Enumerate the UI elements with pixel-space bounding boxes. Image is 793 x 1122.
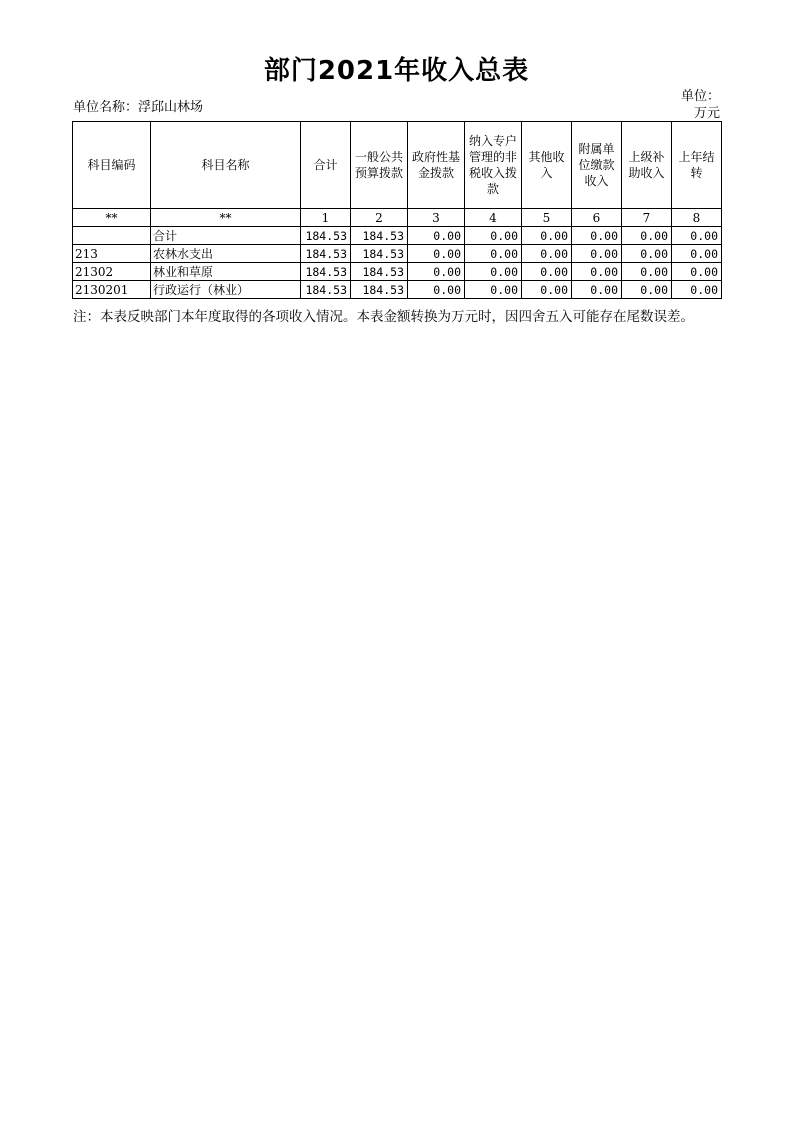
header-cell: 科目名称	[151, 122, 301, 209]
income-table	[72, 121, 722, 299]
unit-label	[660, 88, 720, 122]
header-cell: 政府性基金拨款	[408, 122, 465, 209]
value-cell: 0.00	[408, 263, 465, 281]
value-cell: 184.53	[301, 227, 351, 245]
index-cell: 5	[522, 209, 572, 227]
value-cell: 184.53	[351, 263, 408, 281]
value-cell: 0.00	[465, 281, 522, 299]
value-cell: 0.00	[465, 227, 522, 245]
code-cell	[73, 227, 151, 245]
table-row	[73, 245, 722, 263]
value-cell: 0.00	[522, 263, 572, 281]
name-cell: 合计	[151, 227, 301, 245]
value-cell: 184.53	[301, 245, 351, 263]
value-cell: 0.00	[622, 263, 672, 281]
index-cell: 3	[408, 209, 465, 227]
name-cell: 行政运行（林业）	[151, 281, 301, 299]
code-cell: 21302	[73, 263, 151, 281]
value-cell: 0.00	[572, 263, 622, 281]
value-cell: 184.53	[301, 281, 351, 299]
value-cell: 0.00	[408, 281, 465, 299]
value-cell: 0.00	[672, 263, 722, 281]
value-cell: 0.00	[672, 281, 722, 299]
value-cell: 0.00	[572, 245, 622, 263]
table-row	[73, 263, 722, 281]
value-cell: 0.00	[572, 227, 622, 245]
header-cell: 一般公共预算拨款	[351, 122, 408, 209]
header-cell: 合计	[301, 122, 351, 209]
unit-label-line1: 单位：	[680, 89, 720, 104]
value-cell: 0.00	[622, 227, 672, 245]
index-cell: 7	[622, 209, 672, 227]
index-cell: **	[73, 209, 151, 227]
table-row	[73, 281, 722, 299]
value-cell: 0.00	[408, 245, 465, 263]
index-cell: 4	[465, 209, 522, 227]
page-title: 部门2021年收入总表	[263, 56, 530, 86]
header-cell: 上年结转	[672, 122, 722, 209]
value-cell: 184.53	[351, 245, 408, 263]
value-cell: 184.53	[301, 263, 351, 281]
header-row	[73, 122, 722, 209]
index-cell: 1	[301, 209, 351, 227]
value-cell: 0.00	[672, 245, 722, 263]
value-cell: 184.53	[351, 227, 408, 245]
name-cell: 农林水支出	[151, 245, 301, 263]
index-row	[73, 209, 722, 227]
unit-label-line2: 万元	[693, 106, 720, 121]
value-cell: 0.00	[408, 227, 465, 245]
value-cell: 0.00	[572, 281, 622, 299]
value-cell: 184.53	[351, 281, 408, 299]
code-cell: 213	[73, 245, 151, 263]
header-cell: 其他收入	[522, 122, 572, 209]
header-cell: 上级补助收入	[622, 122, 672, 209]
name-cell: 林业和草原	[151, 263, 301, 281]
index-cell: **	[151, 209, 301, 227]
header-cell: 纳入专户管理的非税收入拨款	[465, 122, 522, 209]
value-cell: 0.00	[522, 227, 572, 245]
value-cell: 0.00	[522, 281, 572, 299]
index-cell: 8	[672, 209, 722, 227]
footnote: 注：本表反映部门本年度取得的各项收入情况。本表金额转换为万元时，因四舍五入可能存在尾数误差。	[73, 309, 694, 325]
value-cell: 0.00	[522, 245, 572, 263]
header-cell: 科目编码	[73, 122, 151, 209]
code-cell: 2130201	[73, 281, 151, 299]
value-cell: 0.00	[672, 227, 722, 245]
value-cell: 0.00	[622, 245, 672, 263]
value-cell: 0.00	[465, 245, 522, 263]
value-cell: 0.00	[465, 263, 522, 281]
table-row	[73, 227, 722, 245]
header-cell: 附属单位缴款收入	[572, 122, 622, 209]
unit-name: 单位名称：浮邱山林场	[73, 100, 204, 115]
index-cell: 2	[351, 209, 408, 227]
index-cell: 6	[572, 209, 622, 227]
value-cell: 0.00	[622, 281, 672, 299]
